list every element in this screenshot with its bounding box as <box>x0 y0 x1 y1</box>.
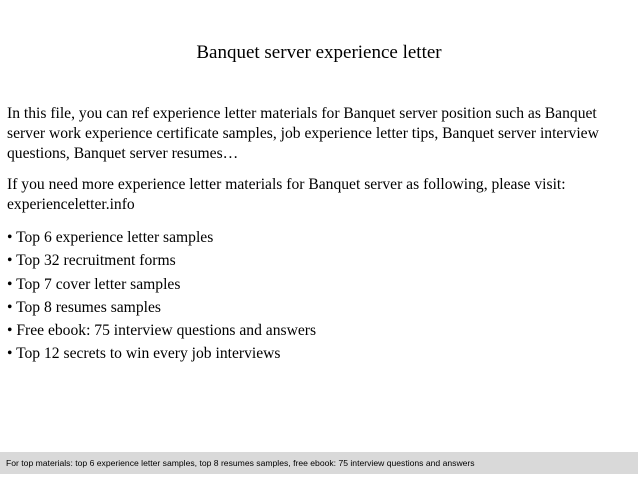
list-item: • Top 8 resumes samples <box>7 298 161 316</box>
list-item: • Top 7 cover letter samples <box>7 275 181 293</box>
footer-bar: For top materials: top 6 experience letter samples, top 8 resumes samples, free ebook: 75 interview questions and answers <box>0 452 638 474</box>
more-materials-paragraph: If you need more experience letter materials for Banquet server as following, please visit: experienceletter.info <box>7 176 566 213</box>
page-title: Banquet server experience letter <box>196 42 442 63</box>
list-item: • Free ebook: 75 interview questions and answers <box>7 322 317 340</box>
intro-paragraph: In this file, you can ref experience letter materials for Banquet server position such as Banquet server work experience certificate samples, job experience letter tips, Banquet server interview questions, Banquet server resumes… <box>7 105 599 162</box>
document-body <box>7 104 632 366</box>
materials-list <box>7 226 632 366</box>
list-item: • Top 12 secrets to win every job interviews <box>7 345 281 363</box>
list-item: • Top 32 recruitment forms <box>7 252 176 270</box>
list-item: • Top 6 experience letter samples <box>7 229 214 246</box>
